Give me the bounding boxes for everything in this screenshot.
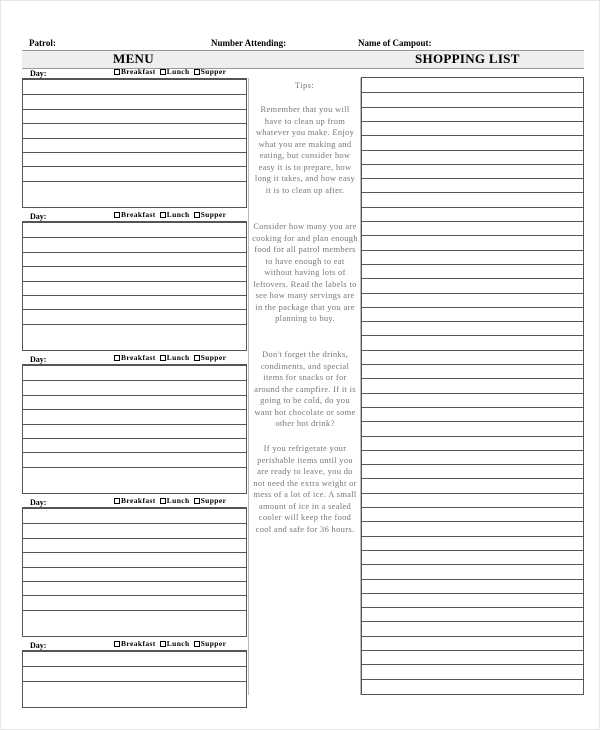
number-attending-label: Number Attending:	[211, 38, 287, 48]
shopping-line	[362, 150, 583, 151]
shopping-line	[362, 92, 583, 93]
shopping-line	[362, 164, 583, 165]
menu-line	[23, 552, 246, 553]
shopping-line	[362, 107, 583, 108]
shopping-line	[362, 464, 583, 465]
shopping-line	[362, 250, 583, 251]
menu-line	[23, 452, 246, 453]
shopping-line	[362, 593, 583, 594]
menu-day-lines[interactable]	[22, 79, 247, 208]
day-label: Day:	[30, 212, 47, 221]
tip-drinks: Don't forget the drinks, condiments, and special items for snacks or for around the campfire. If it is going to be cold, do you want hot chocolate or some other hot drink?	[254, 349, 356, 428]
shopping-line	[362, 364, 583, 365]
meal-label: Supper	[200, 67, 227, 76]
menu-line	[23, 395, 246, 396]
menu-title: MENU	[113, 51, 154, 66]
checkbox-icon[interactable]	[160, 641, 166, 647]
menu-line	[23, 138, 246, 139]
meal-checkboxes	[114, 353, 230, 362]
checkbox-icon[interactable]	[194, 212, 200, 218]
menu-line	[23, 681, 246, 682]
menu-line	[23, 309, 246, 310]
shopping-line	[362, 493, 583, 494]
shopping-line	[362, 335, 583, 336]
menu-line	[23, 467, 246, 468]
checkbox-icon[interactable]	[114, 69, 120, 75]
menu-line	[23, 666, 246, 667]
meal-label: Breakfast	[121, 496, 156, 505]
shopping-line	[362, 579, 583, 580]
shopping-line	[362, 421, 583, 422]
meal-option-breakfast[interactable]	[114, 67, 156, 76]
menu-line	[23, 409, 246, 410]
shopping-line	[362, 550, 583, 551]
menu-line	[23, 567, 246, 568]
meal-option-lunch[interactable]	[160, 67, 190, 76]
menu-line	[23, 152, 246, 153]
menu-line	[23, 324, 246, 325]
shopping-line	[362, 507, 583, 508]
shopping-line	[362, 478, 583, 479]
meal-option-breakfast[interactable]	[114, 496, 156, 505]
checkbox-icon[interactable]	[194, 355, 200, 361]
meal-option-lunch[interactable]	[160, 353, 190, 362]
checkbox-icon[interactable]	[114, 498, 120, 504]
shopping-line	[362, 436, 583, 437]
meal-option-lunch[interactable]	[160, 639, 190, 648]
meal-option-breakfast[interactable]	[114, 210, 156, 219]
meal-option-breakfast[interactable]	[114, 353, 156, 362]
meal-label: Lunch	[166, 496, 190, 505]
checkbox-icon[interactable]	[114, 355, 120, 361]
meal-label: Breakfast	[121, 353, 156, 362]
day-label: Day:	[30, 641, 47, 650]
shopping-line	[362, 207, 583, 208]
meal-label: Lunch	[166, 353, 190, 362]
meal-label: Supper	[200, 210, 227, 219]
shopping-line	[362, 393, 583, 394]
menu-line	[23, 538, 246, 539]
shopping-line	[362, 521, 583, 522]
checkbox-icon[interactable]	[114, 212, 120, 218]
meal-option-supper[interactable]	[194, 639, 227, 648]
menu-line	[23, 595, 246, 596]
shopping-line	[362, 293, 583, 294]
shopping-line	[362, 221, 583, 222]
menu-line	[23, 281, 246, 282]
meal-option-supper[interactable]	[194, 496, 227, 505]
checkbox-icon[interactable]	[160, 498, 166, 504]
campout-name-label: Name of Campout:	[358, 38, 432, 48]
menu-day-lines[interactable]	[22, 365, 247, 494]
meal-label: Lunch	[166, 210, 190, 219]
checkbox-icon[interactable]	[194, 69, 200, 75]
tip-portions: Consider how many you are cooking for and plan enough food for all patrol members to have enough to eat without having lots of leftovers. Read the labels to see how many servings are in the package that you are planning to buy.	[252, 221, 358, 323]
shopping-line	[362, 378, 583, 379]
menu-line	[23, 94, 246, 95]
shopping-line	[362, 664, 583, 665]
meal-checkboxes	[114, 639, 230, 648]
checkbox-icon[interactable]	[160, 69, 166, 75]
shopping-line	[362, 278, 583, 279]
meal-label: Supper	[200, 353, 227, 362]
checkbox-icon[interactable]	[114, 641, 120, 647]
menu-line	[23, 523, 246, 524]
day-label: Day:	[30, 498, 47, 507]
shopping-list-title: SHOPPING LIST	[415, 51, 520, 66]
meal-option-lunch[interactable]	[160, 210, 190, 219]
shopping-list-box[interactable]	[361, 77, 584, 695]
menu-line	[23, 237, 246, 238]
meal-label: Supper	[200, 496, 227, 505]
shopping-line	[362, 636, 583, 637]
tip-refrigeration: If you refrigerate your perishable items until you are ready to leave, you do not need the extra weight or mess of a lot of ice. A small amount of ice in a sealed cooler will keep the food cool and safe for 36 hours.	[253, 443, 357, 534]
meal-option-supper[interactable]	[194, 210, 227, 219]
checkbox-icon[interactable]	[194, 498, 200, 504]
day-label: Day:	[30, 69, 47, 78]
shopping-line	[362, 321, 583, 322]
shopping-line	[362, 135, 583, 136]
meal-option-supper[interactable]	[194, 353, 227, 362]
menu-line	[23, 252, 246, 253]
checkbox-icon[interactable]	[160, 355, 166, 361]
meal-option-breakfast[interactable]	[114, 639, 156, 648]
meal-label: Breakfast	[121, 210, 156, 219]
meal-label: Breakfast	[121, 67, 156, 76]
shopping-line	[362, 679, 583, 680]
menu-day-lines[interactable]	[22, 651, 247, 708]
meal-option-lunch[interactable]	[160, 496, 190, 505]
shopping-line	[362, 407, 583, 408]
meal-option-supper[interactable]	[194, 67, 227, 76]
menu-line	[23, 123, 246, 124]
menu-line	[23, 380, 246, 381]
meal-label: Lunch	[166, 67, 190, 76]
patrol-label: Patrol:	[29, 38, 56, 48]
shopping-line	[362, 450, 583, 451]
shopping-line	[362, 564, 583, 565]
menu-day-lines[interactable]	[22, 508, 247, 637]
shopping-line	[362, 178, 583, 179]
checkbox-icon[interactable]	[194, 641, 200, 647]
menu-line	[23, 581, 246, 582]
menu-day-lines[interactable]	[22, 222, 247, 351]
menu-line	[23, 295, 246, 296]
shopping-line	[362, 264, 583, 265]
checkbox-icon[interactable]	[160, 212, 166, 218]
shopping-line	[362, 350, 583, 351]
menu-line	[23, 166, 246, 167]
shopping-line	[362, 536, 583, 537]
shopping-line	[362, 621, 583, 622]
shopping-line	[362, 192, 583, 193]
meal-checkboxes	[114, 210, 230, 219]
menu-line	[23, 424, 246, 425]
menu-line	[23, 109, 246, 110]
menu-line	[23, 181, 246, 182]
meal-label: Breakfast	[121, 639, 156, 648]
shopping-line	[362, 235, 583, 236]
tips-title: Tips:	[294, 80, 315, 90]
menu-line	[23, 266, 246, 267]
meal-label: Supper	[200, 639, 227, 648]
menu-line	[23, 610, 246, 611]
meal-label: Lunch	[166, 639, 190, 648]
menu-line	[23, 438, 246, 439]
meal-checkboxes	[114, 496, 230, 505]
shopping-line	[362, 650, 583, 651]
meal-checkboxes	[114, 67, 230, 76]
shopping-line	[362, 307, 583, 308]
day-label: Day:	[30, 355, 47, 364]
shopping-line	[362, 607, 583, 608]
tip-cleanup: Remember that you will have to clean up from whatever you make. Enjoy what you are making and eating, but consider how easy it is to prepare, how long it takes, and how easy it is to clean up after.	[254, 104, 356, 195]
shopping-line	[362, 121, 583, 122]
